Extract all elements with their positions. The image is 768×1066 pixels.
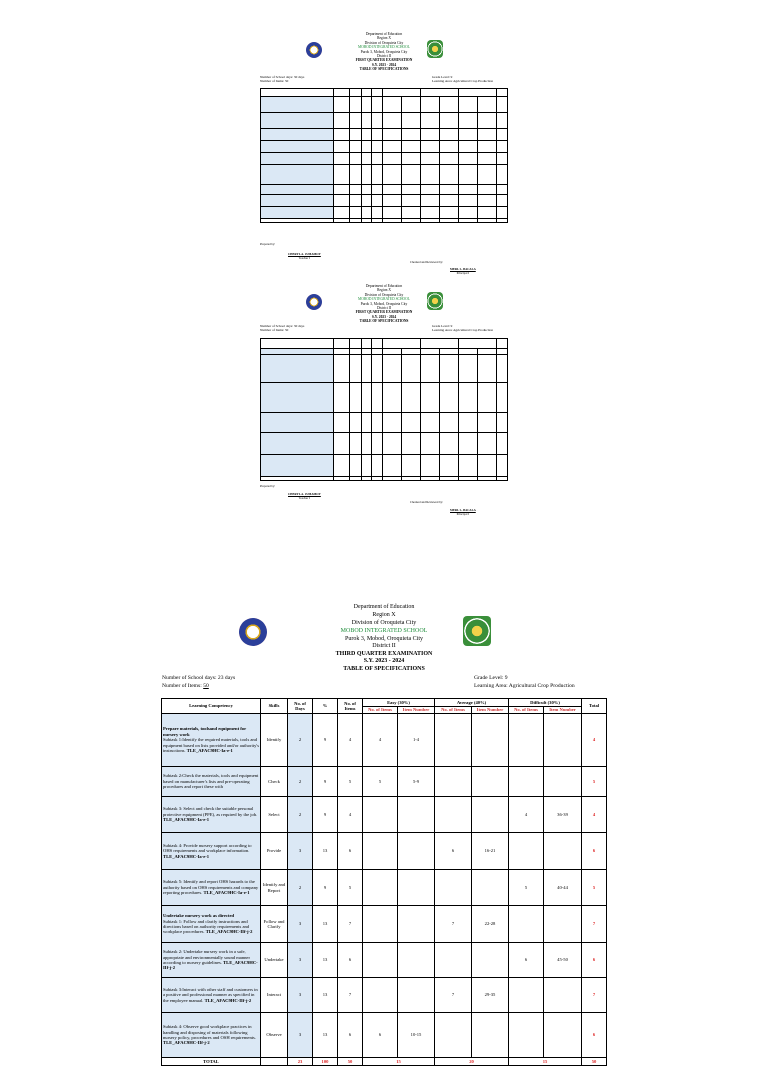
days-cell: 2 [288, 870, 313, 906]
total-easy: 15 [363, 1058, 435, 1066]
items-cell: 4 [338, 714, 363, 767]
col-items: No. of Items [338, 699, 363, 714]
division-text: Division of Oroquieta City [351, 620, 417, 626]
difficult-count-cell [509, 833, 544, 870]
competency-cell [162, 978, 261, 1013]
competency-cell [162, 943, 261, 978]
table-row [162, 767, 607, 797]
days-cell: 2 [288, 714, 313, 767]
first-quarter-tos-page-2 [0, 282, 768, 522]
items-count-value: 50 [203, 683, 209, 689]
easy-number-cell: 5-9 [398, 767, 435, 797]
col-difficult-item-number: Item Number [544, 707, 582, 714]
difficult-number-cell [544, 767, 582, 797]
percent-cell: 9 [313, 797, 338, 833]
competency-code: TLE_AFAC9HC-Ia-e-1 [163, 817, 210, 823]
tos-title: TABLE OF SPECIFICATIONS [359, 67, 409, 72]
table-row [162, 870, 607, 906]
learning-area: Learning Area: Agricultural Crop Production [474, 683, 575, 689]
difficult-count-cell: 5 [509, 870, 544, 906]
competency-text: Subtask 5: Identify and report OHS hazards to the authority based on OHS requirements and company reporting procedures. [163, 879, 259, 896]
checker-name: MERL L. BACALA [450, 267, 476, 271]
competency-cell [162, 797, 261, 833]
grade-level: Grade Level: 9 [432, 324, 453, 328]
items-count-label: Number of Items: [162, 683, 202, 689]
average-number-cell [472, 714, 509, 767]
easy-number-cell [398, 978, 435, 1013]
district-text: District II [376, 54, 392, 59]
percent-cell: 9 [313, 714, 338, 767]
difficult-number-cell [544, 833, 582, 870]
percent-cell: 13 [313, 943, 338, 978]
total-label: TOTAL [162, 1058, 261, 1066]
total-grand: 50 [582, 1058, 607, 1066]
checker-name: MERL L. BACALA [450, 508, 476, 512]
table-row [162, 797, 607, 833]
exam-title: THIRD QUARTER EXAMINATION [335, 650, 433, 657]
easy-count-cell [363, 906, 398, 943]
school-days: Number of School days: 30 days [260, 75, 305, 79]
total-cell: 6 [582, 943, 607, 978]
exam-title: FIRST QUARTER EXAMINATION [355, 310, 413, 315]
tos-table-small [260, 88, 508, 223]
difficult-number-cell [544, 978, 582, 1013]
difficult-count-cell [509, 978, 544, 1013]
skill-cell: Provide [261, 833, 288, 870]
preparer-role: Teacher I [298, 256, 310, 260]
difficult-count-cell: 6 [509, 943, 544, 978]
col-average-item-number: Item Number [472, 707, 509, 714]
department-text: Department of Education [353, 604, 415, 610]
competency-text: Subtask 1: Follow and clarify instructions and directions based on authority requirements and workplace procedures. [163, 918, 250, 935]
items-count: Number of Items: 50 [260, 79, 289, 83]
skill-cell: Select [261, 797, 288, 833]
tos-title: TABLE OF SPECIFICATIONS [343, 665, 425, 672]
competency-text: Subtask 3: Select and check the suitable personal protective equipment (PPE), as required by the job. [163, 806, 258, 817]
easy-number-cell: 10-15 [398, 1013, 435, 1058]
total-items: 50 [338, 1058, 363, 1066]
easy-number-cell [398, 797, 435, 833]
table-row [162, 1013, 607, 1058]
district-text: District II [376, 306, 392, 311]
easy-count-cell [363, 870, 398, 906]
competency-text: Subtask 1:Identify the required materials, tools and equipment based on lists provided and/or authority's instructions. [163, 737, 260, 754]
skill-cell: Interact [261, 978, 288, 1013]
days-cell: 3 [288, 978, 313, 1013]
skill-cell: Observe [261, 1013, 288, 1058]
difficult-count-cell [509, 714, 544, 767]
items-cell: 4 [338, 797, 363, 833]
address-text: Purok 3, Mobod, Oroquieta City [360, 301, 408, 306]
col-difficult: Difficult (30%) [509, 699, 582, 707]
third-quarter-tos-page [0, 600, 768, 1064]
col-skills: Skills [261, 699, 288, 714]
region-text: Region X [377, 288, 391, 293]
col-easy-item-number: Item Number [398, 707, 435, 714]
percent-cell: 13 [313, 978, 338, 1013]
table-row [162, 833, 607, 870]
average-count-cell [435, 1013, 472, 1058]
school-days: Number of School days: 23 days [162, 675, 236, 681]
total-difficult: 15 [509, 1058, 582, 1066]
table-row [162, 906, 607, 943]
competency-cell [162, 767, 261, 797]
col-days: No. of Days [288, 699, 313, 714]
difficult-number-cell [544, 1013, 582, 1058]
average-number-cell [472, 797, 509, 833]
total-average: 20 [435, 1058, 509, 1066]
competency-title: Prepare materials, toolsand equipment for nursery work [163, 726, 247, 737]
average-count-cell: 7 [435, 906, 472, 943]
items-cell: 6 [338, 943, 363, 978]
exam-title: FIRST QUARTER EXAMINATION [355, 58, 413, 63]
division-text: Division of Oroquieta City [364, 40, 404, 45]
items-cell: 5 [338, 767, 363, 797]
items-cell: 7 [338, 906, 363, 943]
school-name: MOBOD INTEGRATED SCHOOL [358, 45, 410, 50]
preparer-name: CHERYL A. JUMAMOY [288, 492, 321, 496]
difficult-number-cell [544, 714, 582, 767]
easy-count-cell: 4 [363, 714, 398, 767]
competency-code: TLE_AFAC9HC-Ia-e-1 [186, 748, 233, 754]
address-text: Purok 3, Mobod, Oroquieta City [360, 49, 408, 54]
header-cell [261, 89, 334, 97]
difficult-number-cell: 45-50 [544, 943, 582, 978]
days-cell: 2 [288, 797, 313, 833]
competency-code: TLE_AFAC9HC-IIf-j-2 [204, 997, 252, 1003]
skill-cell: Follow and Clarify [261, 906, 288, 943]
competency-code: TLE_AFAC9HC-Ia-e-1 [163, 853, 210, 859]
items-cell: 5 [338, 870, 363, 906]
easy-number-cell [398, 906, 435, 943]
average-number-cell [472, 870, 509, 906]
percent-cell: 9 [313, 870, 338, 906]
percent-cell: 13 [313, 1013, 338, 1058]
average-count-cell [435, 797, 472, 833]
average-count-cell [435, 943, 472, 978]
skill-cell: Identify [261, 714, 288, 767]
preparer-name: CHERYL A. JUMAMOY [288, 252, 321, 256]
average-count-cell [435, 870, 472, 906]
average-number-cell: 16-21 [472, 833, 509, 870]
school-name: MOBOD INTEGRATED SCHOOL [340, 628, 428, 634]
days-cell: 3 [288, 943, 313, 978]
total-percent: 100 [313, 1058, 338, 1066]
school-year: S.Y. 2023 - 2024 [371, 62, 397, 67]
average-count-cell [435, 714, 472, 767]
grade-level: Grade Level: 9 [432, 75, 453, 79]
prepared-by-label: Prepared by: [260, 484, 276, 488]
col-average-no-items: No. of Items [435, 707, 472, 714]
percent-cell: 9 [313, 767, 338, 797]
department-text: Department of Education [365, 32, 403, 36]
competency-code: TLE_AFAC9HC-IIf-j-2 [205, 929, 253, 935]
average-count-cell: 7 [435, 978, 472, 1013]
average-number-cell: 22-28 [472, 906, 509, 943]
competency-cell [162, 714, 261, 767]
competency-text: Subtask 2:Check the materials, tools and equipment based on manufacturer's lists and pre-operating procedures and report these with [163, 773, 259, 790]
total-days: 23 [288, 1058, 313, 1066]
checked-by-label: Checked and Reviewed by: [410, 260, 443, 264]
total-cell: 5 [582, 767, 607, 797]
col-easy-no-items: No. of Items [363, 707, 398, 714]
col-competency: Learning Competency [162, 699, 261, 714]
skill-cell: Identify and Report [261, 870, 288, 906]
competency-text: Subtask 3:Interact with other staff and customers in a positive and professional manner as specified in the employee manual. [163, 986, 258, 1003]
region-text: Region X [372, 612, 396, 618]
tos-title: TABLE OF SPECIFICATIONS [359, 319, 409, 324]
easy-count-cell [363, 797, 398, 833]
easy-count-cell [363, 943, 398, 978]
col-percent: % [313, 699, 338, 714]
average-number-cell [472, 943, 509, 978]
easy-count-cell: 6 [363, 1013, 398, 1058]
address-text: Purok 3, Mobod, Oroquieta City [345, 636, 423, 642]
col-average: Average (40%) [435, 699, 509, 707]
table-row [162, 978, 607, 1013]
col-difficult-no-items: No. of Items [509, 707, 544, 714]
table-row [162, 943, 607, 978]
easy-number-cell [398, 943, 435, 978]
percent-cell: 13 [313, 833, 338, 870]
average-count-cell: 6 [435, 833, 472, 870]
prepared-by-label: Prepared by: [260, 242, 276, 246]
items-cell: 6 [338, 1013, 363, 1058]
total-cell: 4 [582, 714, 607, 767]
first-quarter-tos-page-1 [0, 28, 768, 275]
days-cell: 3 [288, 906, 313, 943]
total-row [162, 1058, 607, 1066]
total-skills-blank [261, 1058, 288, 1066]
school-name: MOBOD INTEGRATED SCHOOL [358, 297, 410, 302]
difficult-number-cell: 40-44 [544, 870, 582, 906]
competency-text: Subtask 2: Undertake nursery work in a safe, appropriate and environmentally sound manner according to nursery guidelines. [163, 949, 250, 965]
average-number-cell [472, 767, 509, 797]
competency-cell [162, 906, 261, 943]
easy-number-cell [398, 833, 435, 870]
school-year: S.Y. 2023 - 2024 [371, 314, 397, 319]
difficult-number-cell: 36-39 [544, 797, 582, 833]
competency-code: TLE_AFAC9HC-IIf-j-2 [163, 960, 258, 971]
total-cell: 4 [582, 797, 607, 833]
easy-number-cell [398, 870, 435, 906]
total-cell: 7 [582, 978, 607, 1013]
average-number-cell: 29-35 [472, 978, 509, 1013]
difficult-count-cell [509, 767, 544, 797]
school-days: Number of School days: 30 days [260, 324, 305, 328]
checker-role: Principal I [456, 271, 470, 275]
department-text: Department of Education [365, 284, 403, 288]
average-number-cell [472, 1013, 509, 1058]
checker-role: Principal I [456, 512, 470, 516]
total-cell: 7 [582, 906, 607, 943]
competency-title: Undertake nursery work as directed [163, 913, 235, 919]
competency-text: Subtask 4: Provide nursery support according to OHS requirements and workplace information. [163, 842, 252, 854]
skill-cell: Undertake [261, 943, 288, 978]
learning-area: Learning Area: Agricultural Crop Production [432, 79, 494, 83]
col-easy: Easy (30%) [363, 699, 435, 707]
days-cell: 3 [288, 833, 313, 870]
table-row [162, 714, 607, 767]
learning-area: Learning Area: Agricultural Crop Production [432, 328, 494, 332]
items-cell: 6 [338, 833, 363, 870]
competency-cell [162, 833, 261, 870]
average-count-cell [435, 767, 472, 797]
easy-count-cell [363, 833, 398, 870]
total-cell: 5 [582, 870, 607, 906]
easy-count-cell [363, 978, 398, 1013]
items-cell: 7 [338, 978, 363, 1013]
grade-level: Grade Level: 9 [474, 675, 508, 681]
tos-table-small [260, 338, 508, 481]
skill-cell: Check [261, 767, 288, 797]
col-total: Total [582, 699, 607, 714]
difficult-count-cell [509, 1013, 544, 1058]
division-text: Division of Oroquieta City [364, 292, 404, 297]
difficult-count-cell: 4 [509, 797, 544, 833]
percent-cell: 13 [313, 906, 338, 943]
days-cell: 2 [288, 767, 313, 797]
competency-cell [162, 870, 261, 906]
easy-number-cell: 1-4 [398, 714, 435, 767]
competency-code: TLE_AFAC9HC-IIf-j-2 [163, 1040, 210, 1046]
difficult-number-cell [544, 906, 582, 943]
tos-table [161, 698, 607, 1066]
competency-cell [162, 1013, 261, 1058]
total-cell: 6 [582, 833, 607, 870]
checked-by-label: Checked and Reviewed by: [410, 500, 443, 504]
items-count [162, 682, 235, 690]
days-cell: 3 [288, 1013, 313, 1058]
school-year: S.Y. 2023 - 2024 [363, 658, 405, 664]
items-count: Number of Items: 50 [260, 328, 289, 332]
total-cell: 6 [582, 1013, 607, 1058]
region-text: Region X [377, 36, 391, 41]
preparer-role: Teacher I [298, 496, 310, 500]
difficult-count-cell [509, 906, 544, 943]
competency-text: Subtask 4: Observe good workplace practices in handling and disposing of materials following nursery policy, procedures and OSH requirements. [163, 1024, 256, 1040]
easy-count-cell: 5 [363, 767, 398, 797]
district-text: District II [372, 643, 396, 649]
competency-code: TLE_AFAC9HC-Ia-e-1 [203, 890, 250, 896]
